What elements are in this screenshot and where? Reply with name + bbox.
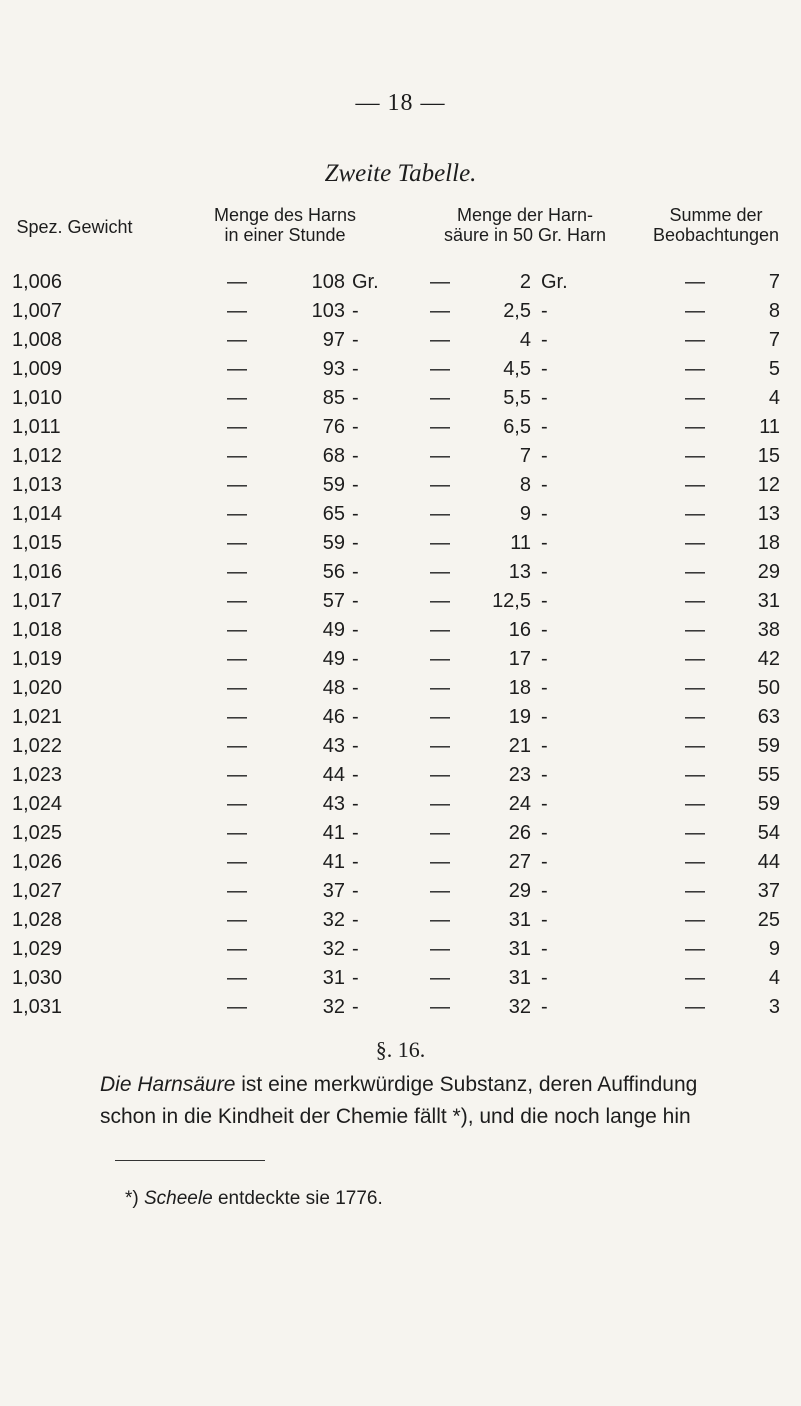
observation-count-cell: 3: [768, 996, 780, 1018]
observation-count-cell: 11: [759, 416, 780, 438]
table-row: [0, 819, 801, 848]
uric-acid-cell: 31: [508, 938, 531, 960]
specific-gravity-cell: 1,028: [12, 909, 63, 931]
uric-acid-cell: 18: [508, 677, 531, 699]
urine-amount-cell: 46: [322, 706, 345, 728]
uric-acid-cell: 7: [519, 445, 531, 467]
urine-amount-cell: 32: [322, 909, 345, 931]
term-harnsaeure: Die Harnsäure: [100, 1073, 236, 1096]
dash: —: [227, 474, 247, 496]
urine-unit-cell: -: [352, 532, 359, 554]
specific-gravity-cell: 1,029: [12, 938, 63, 960]
page-number: — 18 —: [355, 90, 446, 116]
paragraph-line-2: schon in die Kindheit der Chemie fällt *), und die noch lange hin: [100, 1105, 691, 1128]
urine-unit-cell: -: [352, 387, 359, 409]
dash: —: [430, 677, 450, 699]
uric-acid-cell: 13: [508, 561, 531, 583]
acid-unit-cell: -: [541, 532, 548, 554]
observation-count-cell: 31: [757, 590, 780, 612]
dash: —: [227, 358, 247, 380]
dash: —: [227, 648, 247, 670]
acid-unit-cell: -: [541, 938, 548, 960]
specific-gravity-cell: 1,014: [12, 503, 63, 525]
urine-unit-cell: -: [352, 793, 359, 815]
urine-amount-cell: 32: [322, 938, 345, 960]
paragraph-line-1: Die Harnsäure ist eine merkwürdige Substanz, deren Auffindung: [100, 1073, 698, 1096]
urine-amount-cell: 97: [322, 329, 345, 351]
urine-unit-cell: -: [352, 909, 359, 931]
dash: —: [430, 909, 450, 931]
urine-unit-cell: -: [352, 677, 359, 699]
specific-gravity-cell: 1,031: [12, 996, 63, 1018]
acid-unit-cell: -: [541, 851, 548, 873]
table-row: [0, 355, 801, 384]
observation-count-cell: 59: [757, 735, 780, 757]
urine-amount-cell: 41: [322, 851, 345, 873]
dash: —: [227, 967, 247, 989]
table-row: [0, 790, 801, 819]
urine-amount-cell: 56: [322, 561, 345, 583]
table-row: [0, 732, 801, 761]
table-row: [0, 703, 801, 732]
urine-unit-cell: -: [352, 329, 359, 351]
table-row: [0, 906, 801, 935]
uric-acid-cell: 2,5: [503, 300, 531, 322]
acid-unit-cell: -: [541, 677, 548, 699]
urine-amount-cell: 32: [322, 996, 345, 1018]
dash: —: [685, 445, 705, 467]
dash: —: [227, 822, 247, 844]
urine-unit-cell: -: [352, 474, 359, 496]
table-row: [0, 268, 801, 297]
header-urine-per-hour: Menge des Harns in einer Stunde: [213, 205, 357, 245]
dash: —: [430, 996, 450, 1018]
dash: —: [430, 474, 450, 496]
observation-count-cell: 59: [757, 793, 780, 815]
observation-count-cell: 44: [757, 851, 780, 873]
uric-acid-cell: 23: [508, 764, 531, 786]
dash: —: [430, 329, 450, 351]
dash: —: [685, 851, 705, 873]
specific-gravity-cell: 1,016: [12, 561, 63, 583]
acid-unit-cell: -: [541, 503, 548, 525]
observation-count-cell: 4: [768, 387, 780, 409]
uric-acid-cell: 32: [508, 996, 531, 1018]
specific-gravity-cell: 1,021: [12, 706, 63, 728]
table-row: [0, 326, 801, 355]
uric-acid-cell: 11: [510, 532, 531, 554]
dash: —: [685, 416, 705, 438]
dash: —: [227, 532, 247, 554]
table-row: [0, 529, 801, 558]
urine-unit-cell: -: [352, 764, 359, 786]
specific-gravity-cell: 1,024: [12, 793, 63, 815]
dash: —: [430, 271, 450, 293]
dash: —: [685, 648, 705, 670]
observation-count-cell: 7: [768, 271, 780, 293]
urine-amount-cell: 57: [322, 590, 345, 612]
acid-unit-cell: -: [541, 909, 548, 931]
acid-unit-cell: -: [541, 619, 548, 641]
dash: —: [685, 996, 705, 1018]
dash: —: [685, 503, 705, 525]
acid-unit-cell: -: [541, 822, 548, 844]
footnote: *) Scheele entdeckte sie 1776.: [125, 1188, 383, 1209]
dash: —: [227, 300, 247, 322]
acid-unit-cell: -: [541, 416, 548, 438]
table-title: Zweite Tabelle.: [324, 160, 477, 187]
specific-gravity-cell: 1,011: [12, 416, 61, 438]
uric-acid-cell: 27: [508, 851, 531, 873]
urine-amount-cell: 48: [322, 677, 345, 699]
dash: —: [430, 532, 450, 554]
table-row: [0, 616, 801, 645]
dash: —: [227, 271, 247, 293]
dash: —: [430, 300, 450, 322]
dash: —: [685, 938, 705, 960]
dash: —: [685, 474, 705, 496]
urine-unit-cell: -: [352, 996, 359, 1018]
urine-amount-cell: 85: [322, 387, 345, 409]
dash: —: [227, 909, 247, 931]
dash: —: [227, 677, 247, 699]
acid-unit-cell: -: [541, 387, 548, 409]
urine-unit-cell: -: [352, 300, 359, 322]
urine-amount-cell: 43: [322, 793, 345, 815]
urine-amount-cell: 41: [322, 822, 345, 844]
specific-gravity-cell: 1,013: [12, 474, 63, 496]
dash: —: [430, 648, 450, 670]
observation-count-cell: 9: [768, 938, 780, 960]
table-row: [0, 587, 801, 616]
uric-acid-cell: 26: [508, 822, 531, 844]
acid-unit-cell: -: [541, 561, 548, 583]
footnote-rule: [115, 1160, 265, 1161]
specific-gravity-cell: 1,027: [12, 880, 63, 902]
dash: —: [685, 329, 705, 351]
observation-count-cell: 29: [757, 561, 780, 583]
dash: —: [430, 967, 450, 989]
dash: —: [685, 561, 705, 583]
acid-unit-cell: -: [541, 793, 548, 815]
urine-unit-cell: -: [352, 590, 359, 612]
observation-count-cell: 8: [768, 300, 780, 322]
table-row: [0, 848, 801, 877]
urine-amount-cell: 59: [322, 532, 345, 554]
acid-unit-cell: -: [541, 996, 548, 1018]
observation-count-cell: 54: [757, 822, 780, 844]
specific-gravity-cell: 1,015: [12, 532, 63, 554]
acid-unit-cell: -: [541, 706, 548, 728]
urine-amount-cell: 31: [322, 967, 345, 989]
table-row: [0, 761, 801, 790]
table-row: [0, 935, 801, 964]
dash: —: [685, 735, 705, 757]
urine-unit-cell: -: [352, 967, 359, 989]
specific-gravity-cell: 1,025: [12, 822, 63, 844]
dash: —: [227, 561, 247, 583]
uric-acid-cell: 12,5: [492, 590, 531, 612]
urine-amount-cell: 76: [322, 416, 345, 438]
dash: —: [430, 445, 450, 467]
observation-count-cell: 37: [757, 880, 780, 902]
table-body: [0, 268, 801, 1022]
observation-count-cell: 25: [757, 909, 780, 931]
specific-gravity-cell: 1,020: [12, 677, 63, 699]
table-header: [0, 205, 801, 255]
uric-acid-cell: 6,5: [503, 416, 531, 438]
dash: —: [227, 706, 247, 728]
acid-unit-cell: -: [541, 648, 548, 670]
dash: —: [227, 851, 247, 873]
observation-count-cell: 42: [757, 648, 780, 670]
specific-gravity-cell: 1,019: [12, 648, 63, 670]
observation-count-cell: 55: [757, 764, 780, 786]
urine-unit-cell: Gr.: [352, 271, 379, 293]
urine-unit-cell: -: [352, 561, 359, 583]
observation-count-cell: 18: [757, 532, 780, 554]
uric-acid-cell: 2: [519, 271, 531, 293]
acid-unit-cell: -: [541, 445, 548, 467]
urine-unit-cell: -: [352, 619, 359, 641]
urine-amount-cell: 49: [322, 619, 345, 641]
dash: —: [685, 619, 705, 641]
header-uric-acid: Menge der Harn- säure in 50 Gr. Harn: [443, 205, 607, 245]
body-paragraph: [100, 1069, 793, 1133]
urine-amount-cell: 108: [311, 271, 345, 293]
table-row: [0, 993, 801, 1022]
observation-count-cell: 15: [757, 445, 780, 467]
dash: —: [430, 822, 450, 844]
dash: —: [685, 764, 705, 786]
dash: —: [227, 387, 247, 409]
uric-acid-cell: 5,5: [503, 387, 531, 409]
specific-gravity-cell: 1,006: [12, 271, 63, 293]
dash: —: [430, 416, 450, 438]
dash: —: [227, 503, 247, 525]
uric-acid-cell: 17: [508, 648, 531, 670]
urine-unit-cell: -: [352, 416, 359, 438]
table-row: [0, 674, 801, 703]
table-row: [0, 558, 801, 587]
dash: —: [227, 793, 247, 815]
dash: —: [430, 735, 450, 757]
table-row: [0, 384, 801, 413]
acid-unit-cell: -: [541, 764, 548, 786]
urine-unit-cell: -: [352, 648, 359, 670]
dash: —: [685, 909, 705, 931]
table-row: [0, 964, 801, 993]
specific-gravity-cell: 1,030: [12, 967, 63, 989]
uric-acid-cell: 31: [508, 967, 531, 989]
uric-acid-cell: 24: [508, 793, 531, 815]
table-row: [0, 500, 801, 529]
observation-count-cell: 63: [757, 706, 780, 728]
urine-unit-cell: -: [352, 880, 359, 902]
specific-gravity-cell: 1,026: [12, 851, 63, 873]
dash: —: [227, 329, 247, 351]
uric-acid-cell: 8: [519, 474, 531, 496]
dash: —: [685, 300, 705, 322]
specific-gravity-cell: 1,017: [12, 590, 63, 612]
dash: —: [685, 358, 705, 380]
acid-unit-cell: -: [541, 590, 548, 612]
acid-unit-cell: Gr.: [541, 271, 568, 293]
dash: —: [227, 445, 247, 467]
acid-unit-cell: -: [541, 735, 548, 757]
specific-gravity-cell: 1,018: [12, 619, 63, 641]
dash: —: [685, 271, 705, 293]
urine-unit-cell: -: [352, 822, 359, 844]
dash: —: [430, 793, 450, 815]
acid-unit-cell: -: [541, 880, 548, 902]
uric-acid-cell: 9: [519, 503, 531, 525]
specific-gravity-cell: 1,007: [12, 300, 63, 322]
dash: —: [227, 619, 247, 641]
dash: —: [430, 358, 450, 380]
specific-gravity-cell: 1,009: [12, 358, 63, 380]
dash: —: [685, 532, 705, 554]
specific-gravity-cell: 1,022: [12, 735, 63, 757]
urine-amount-cell: 49: [322, 648, 345, 670]
urine-unit-cell: -: [352, 851, 359, 873]
urine-amount-cell: 59: [322, 474, 345, 496]
urine-amount-cell: 68: [322, 445, 345, 467]
dash: —: [430, 387, 450, 409]
dash: —: [685, 706, 705, 728]
dash: —: [430, 880, 450, 902]
uric-acid-cell: 4: [519, 329, 531, 351]
uric-acid-cell: 19: [508, 706, 531, 728]
uric-acid-cell: 4,5: [503, 358, 531, 380]
uric-acid-cell: 16: [508, 619, 531, 641]
observation-count-cell: 12: [757, 474, 780, 496]
dash: —: [685, 880, 705, 902]
table-row: [0, 442, 801, 471]
urine-unit-cell: -: [352, 735, 359, 757]
dash: —: [685, 387, 705, 409]
observation-count-cell: 50: [757, 677, 780, 699]
header-observation-count: Summe der Beobachtungen: [652, 205, 780, 245]
dash: —: [430, 503, 450, 525]
dash: —: [430, 938, 450, 960]
urine-amount-cell: 103: [311, 300, 345, 322]
acid-unit-cell: -: [541, 358, 548, 380]
table-row: [0, 471, 801, 500]
dash: —: [227, 735, 247, 757]
urine-unit-cell: -: [352, 503, 359, 525]
urine-amount-cell: 44: [322, 764, 345, 786]
dash: —: [227, 996, 247, 1018]
footnote-name: Scheele: [144, 1188, 213, 1209]
acid-unit-cell: -: [541, 329, 548, 351]
dash: —: [685, 822, 705, 844]
dash: —: [430, 619, 450, 641]
urine-amount-cell: 65: [322, 503, 345, 525]
dash: —: [430, 561, 450, 583]
specific-gravity-cell: 1,012: [12, 445, 63, 467]
uric-acid-cell: 21: [508, 735, 531, 757]
acid-unit-cell: -: [541, 967, 548, 989]
table-row: [0, 645, 801, 674]
acid-unit-cell: -: [541, 300, 548, 322]
specific-gravity-cell: 1,010: [12, 387, 63, 409]
urine-amount-cell: 37: [322, 880, 345, 902]
observation-count-cell: 13: [757, 503, 780, 525]
specific-gravity-cell: 1,008: [12, 329, 63, 351]
uric-acid-cell: 29: [508, 880, 531, 902]
dash: —: [430, 590, 450, 612]
urine-unit-cell: -: [352, 706, 359, 728]
observation-count-cell: 5: [768, 358, 780, 380]
section-number: §. 16.: [375, 1037, 426, 1062]
dash: —: [685, 590, 705, 612]
dash: —: [430, 706, 450, 728]
table-row: [0, 297, 801, 326]
dash: —: [430, 851, 450, 873]
dash: —: [685, 677, 705, 699]
urine-unit-cell: -: [352, 358, 359, 380]
dash: —: [227, 590, 247, 612]
table-row: [0, 413, 801, 442]
observation-count-cell: 4: [768, 967, 780, 989]
table-row: [0, 877, 801, 906]
dash: —: [685, 967, 705, 989]
acid-unit-cell: -: [541, 474, 548, 496]
urine-amount-cell: 43: [322, 735, 345, 757]
dash: —: [227, 764, 247, 786]
dash: —: [430, 764, 450, 786]
urine-unit-cell: -: [352, 938, 359, 960]
uric-acid-cell: 31: [508, 909, 531, 931]
dash: —: [227, 938, 247, 960]
observation-count-cell: 7: [768, 329, 780, 351]
dash: —: [685, 793, 705, 815]
dash: —: [227, 880, 247, 902]
urine-unit-cell: -: [352, 445, 359, 467]
specific-gravity-cell: 1,023: [12, 764, 63, 786]
urine-amount-cell: 93: [322, 358, 345, 380]
header-specific-gravity: Spez. Gewicht: [16, 217, 133, 237]
observation-count-cell: 38: [757, 619, 780, 641]
dash: —: [227, 416, 247, 438]
